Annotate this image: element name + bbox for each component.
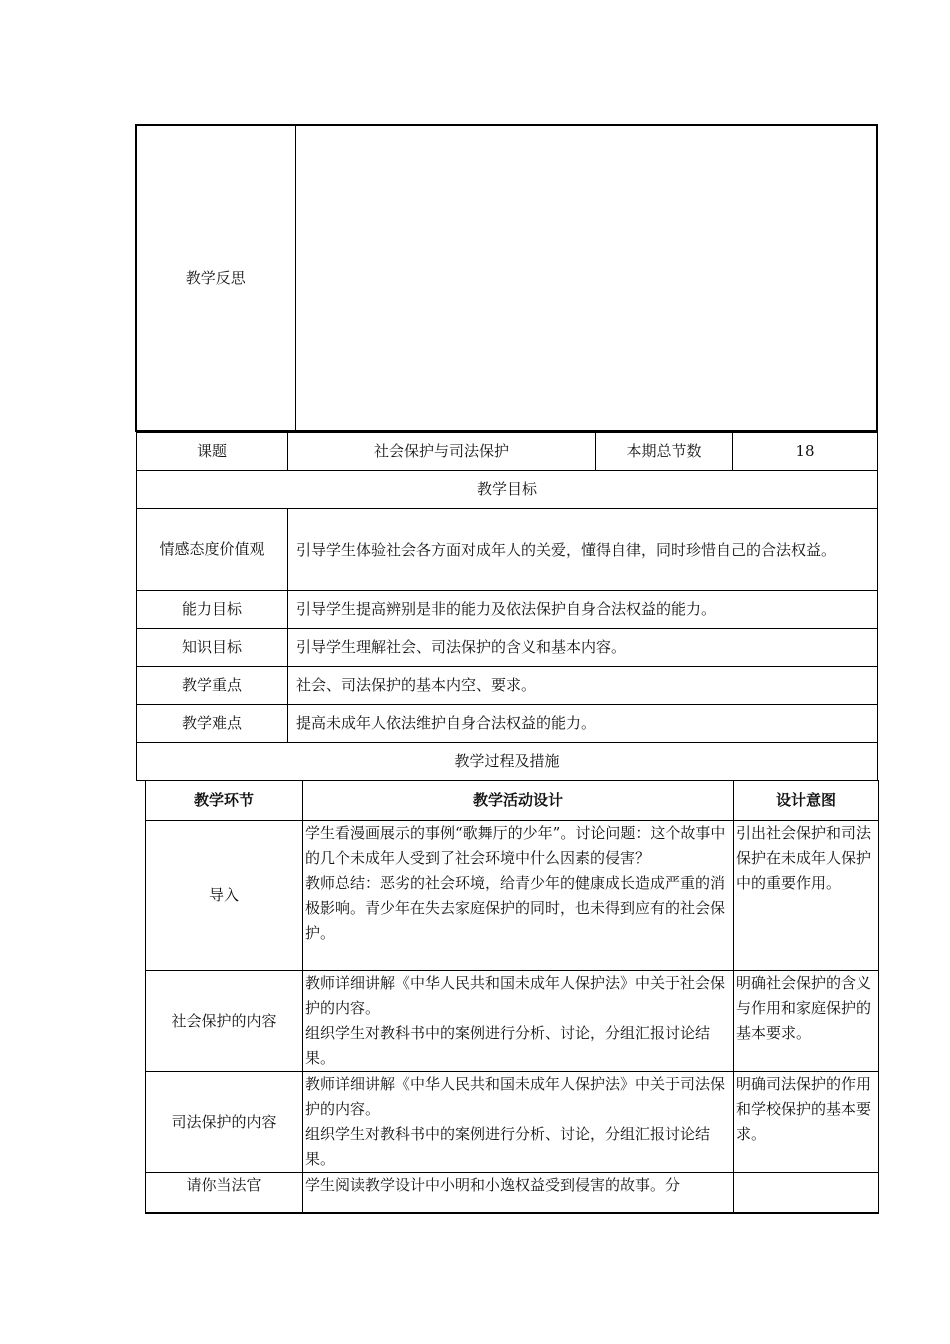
- course-info-table: [136, 432, 878, 781]
- stage-cell: 请你当法官: [146, 1173, 303, 1213]
- intent-cell: 明确社会保护的含义与作用和家庭保护的基本要求。: [734, 971, 879, 1072]
- stage-cell: 社会保护的内容: [146, 971, 303, 1072]
- total-hours-label: 本期总节数: [596, 433, 733, 471]
- objective-label: 教学重点: [137, 667, 288, 705]
- process-header: 教学过程及措施: [137, 743, 878, 781]
- intent-cell: [734, 1173, 879, 1213]
- table-row: [146, 971, 879, 1072]
- objective-label: 知识目标: [137, 629, 288, 667]
- objective-label: 教学难点: [137, 705, 288, 743]
- table-row: [146, 821, 879, 971]
- stage-cell: 导入: [146, 821, 303, 971]
- column-header-activity: 教学活动设计: [303, 781, 734, 821]
- process-table: [145, 780, 879, 1214]
- objective-value: 引导学生体验社会各方面对成年人的关爱，懂得自律，同时珍惜自己的合法权益。: [288, 509, 878, 591]
- objective-label: 情感态度价值观: [137, 509, 288, 591]
- objective-label: 能力目标: [137, 591, 288, 629]
- activity-cell: 教师详细讲解《中华人民共和国未成年人保护法》中关于司法保护的内容。 组织学生对教科书中的案例进行分析、讨论，分组汇报讨论结果。: [303, 1072, 734, 1173]
- reflection-content: [295, 125, 877, 431]
- activity-cell: 教师详细讲解《中华人民共和国未成年人保护法》中关于社会保护的内容。 组织学生对教科书中的案例进行分析、讨论，分组汇报讨论结果。: [303, 971, 734, 1072]
- topic-label: 课题: [137, 433, 288, 471]
- objective-value: 引导学生理解社会、司法保护的含义和基本内容。: [288, 629, 878, 667]
- objectives-header: 教学目标: [137, 471, 878, 509]
- objective-value: 社会、司法保护的基本内空、要求。: [288, 667, 878, 705]
- column-header-stage: 教学环节: [146, 781, 303, 821]
- total-hours-value: 18: [733, 433, 878, 471]
- column-header-intent: 设计意图: [734, 781, 879, 821]
- reflection-table: [135, 124, 878, 432]
- intent-cell: 明确司法保护的作用和学校保护的基本要求。: [734, 1072, 879, 1173]
- stage-cell: 司法保护的内容: [146, 1072, 303, 1173]
- objective-value: 引导学生提高辨别是非的能力及依法保护自身合法权益的能力。: [288, 591, 878, 629]
- activity-cell: 学生看漫画展示的事例“歌舞厅的少年”。讨论问题：这个故事中的几个未成年人受到了社会环境中什么因素的侵害？ 教师总结：恶劣的社会环境，给青少年的健康成长造成严重的消极影响。青少年在失去家庭保护的同时，也未得到应有的社会保护。: [303, 821, 734, 971]
- table-row: [146, 1173, 879, 1213]
- table-row: [146, 1072, 879, 1173]
- topic-value: 社会保护与司法保护: [288, 433, 596, 471]
- intent-cell: 引出社会保护和司法保护在未成年人保护中的重要作用。: [734, 821, 879, 971]
- reflection-label: 教学反思: [136, 125, 295, 431]
- objective-value: 提高未成年人依法维护自身合法权益的能力。: [288, 705, 878, 743]
- activity-cell: 学生阅读教学设计中小明和小逸权益受到侵害的故事。分: [303, 1173, 734, 1213]
